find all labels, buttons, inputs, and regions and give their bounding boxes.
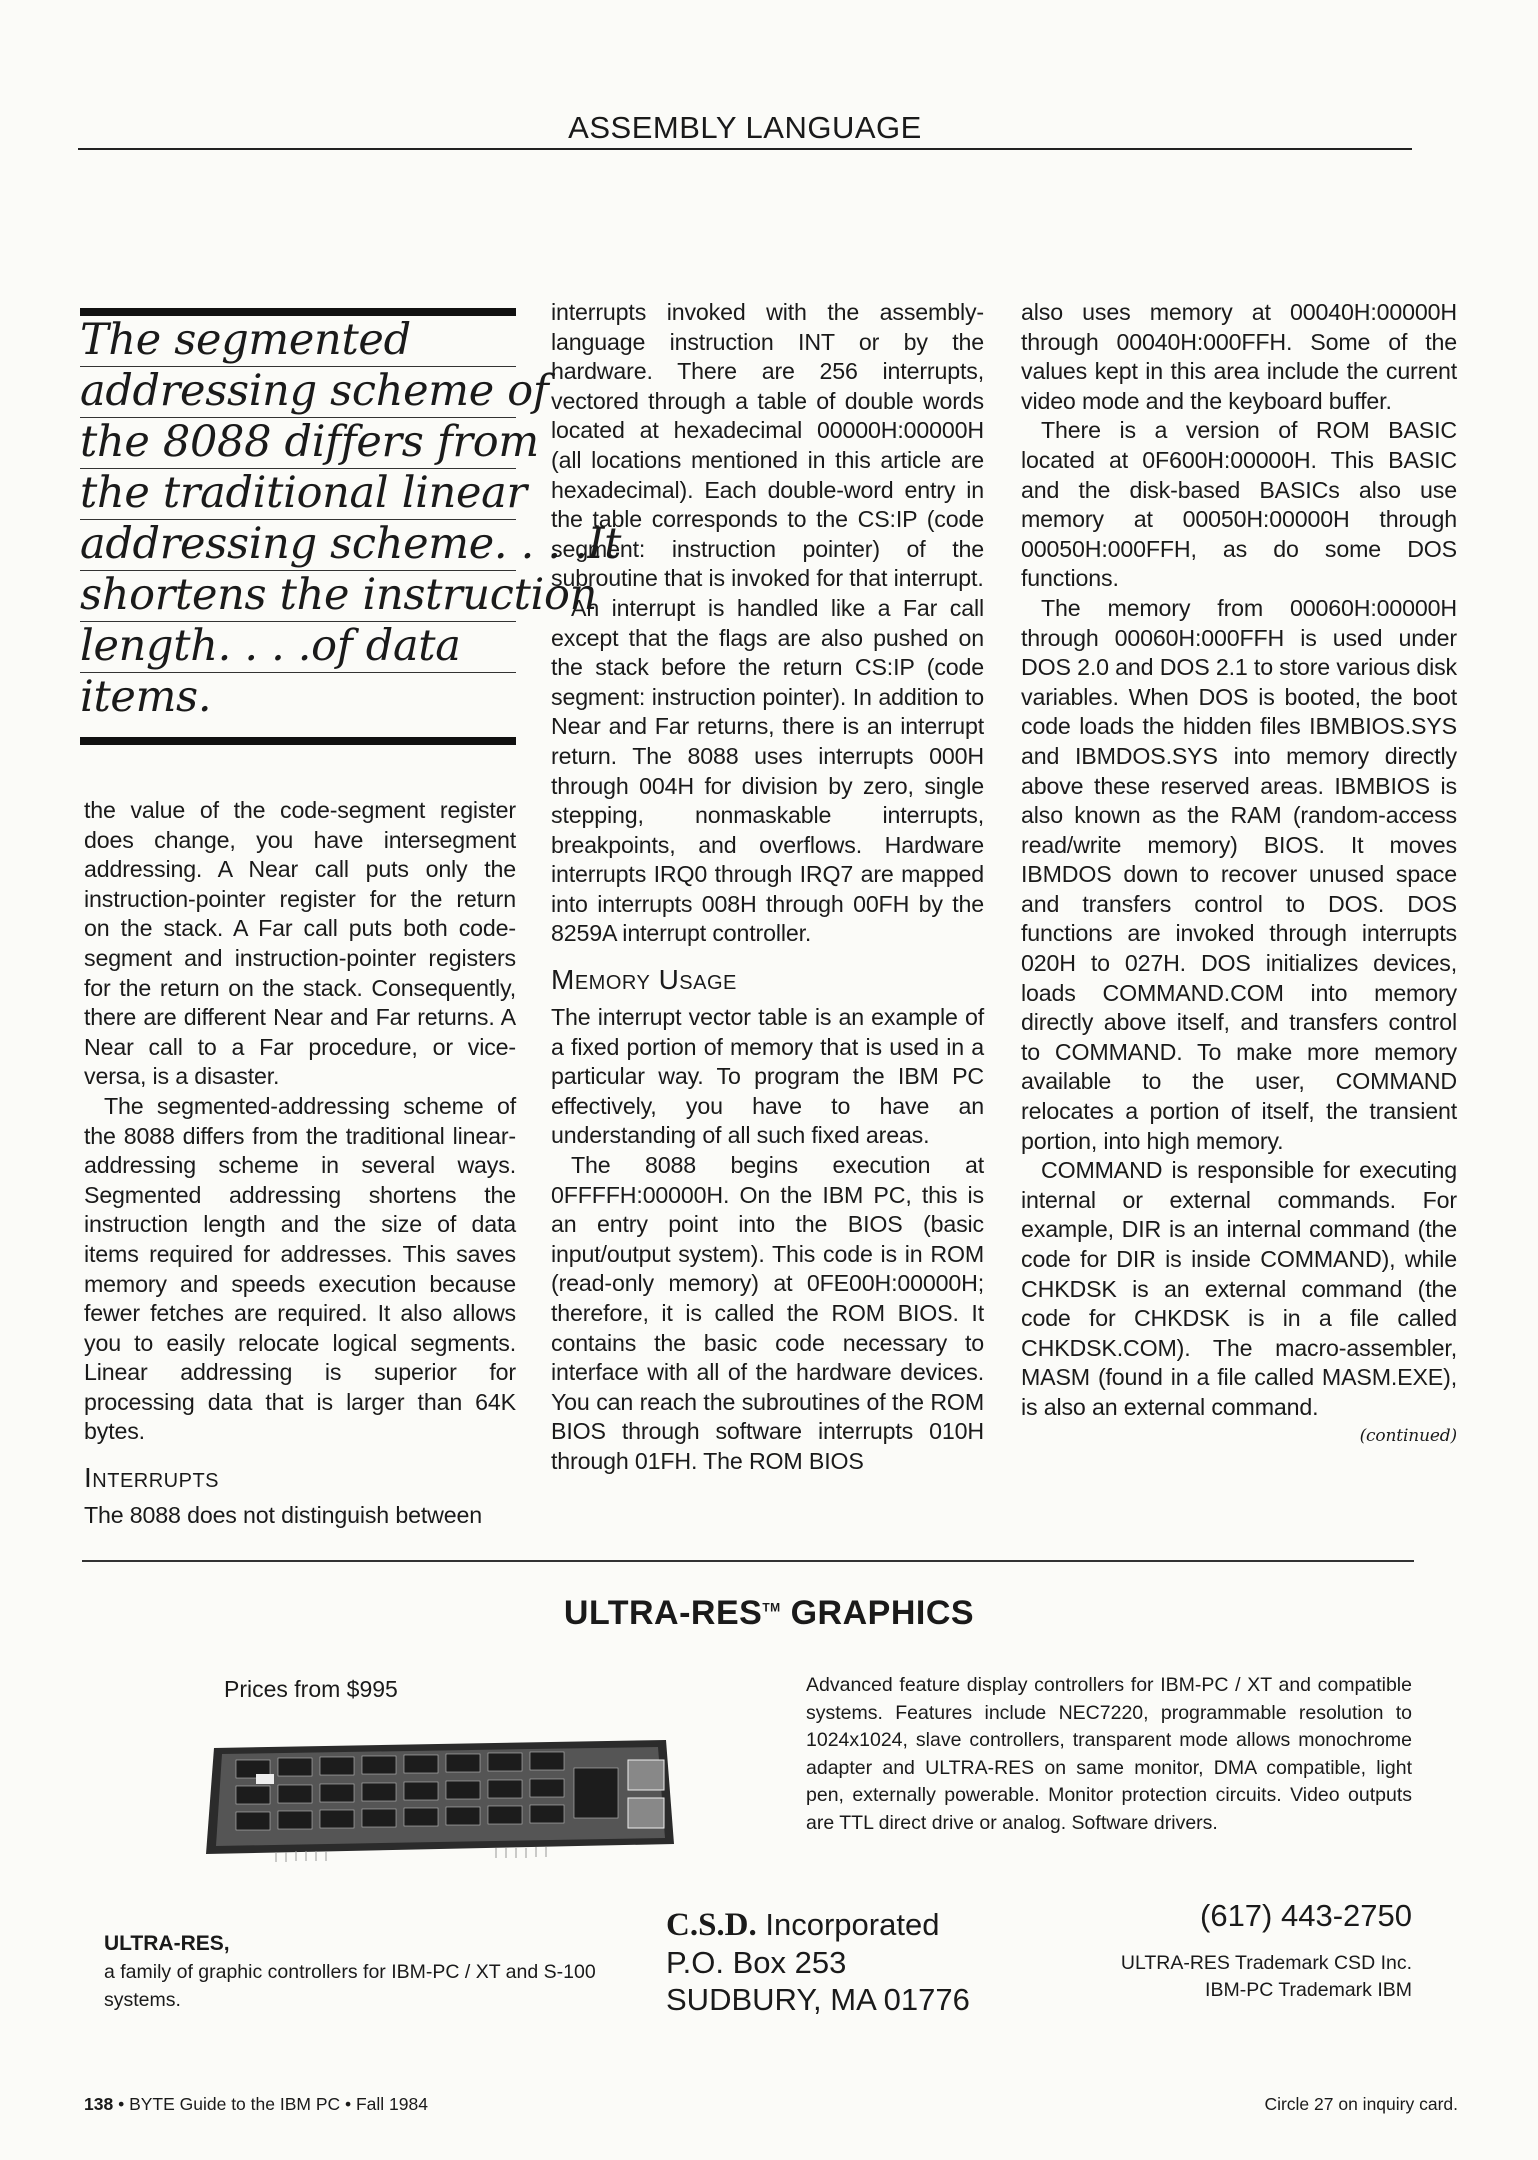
- ad-price: Prices from $995: [224, 1676, 398, 1702]
- ad-trademarks: [1040, 1950, 1412, 2004]
- footer-folio: [84, 2094, 428, 2115]
- pull-quote-line: the traditional linear: [80, 468, 527, 518]
- paragraph: The memory from 00060H:00000H through 00060H:000FFH is used under DOS 2.0 and DOS 2.1 to store various disk variables. When DOS is booted, the boot code loads the hidden files IBMBIOS.SYS and IBMDOS.SYS into memory directly above these reserved areas. IBMBIOS is also known as the RAM (random-access read/write memory) BIOS. It moves IBMDOS down to recover unused space and transfers control to DOS. DOS functions are invoked through interrupts 020H to 027H. DOS initializes devices, loads COMMAND.COM into memory directly above itself, and transfers control to COMMAND. To make more memory available to the user, COMMAND relocates a portion of itself, the transient portion, into high memory.: [1021, 594, 1457, 1154]
- ad-divider: [82, 1560, 1414, 1562]
- article-column-3: [1021, 298, 1457, 1447]
- pull-quote-line: items.: [80, 672, 212, 722]
- paragraph: There is a version of ROM BASIC located at 0F600H:00000H. This BASIC and the disk-based BASICs also use memory at 00050H:00000H through 00050H:000FFH, as do some DOS functions.: [1021, 417, 1457, 592]
- ad-brand-name: ULTRA-RES,: [104, 1932, 230, 1955]
- company-name: [666, 1906, 1066, 1944]
- article-column-1: [84, 796, 516, 1531]
- paragraph: An interrupt is handled like a Far call except that the flags are also pushed on the stack before the return CS:IP (code segment: instruction pointer). In addition to Near and Far returns, there is an interrupt return. The 8088 uses interrupts 000H through 004H for division by zero, single stepping, nonmaskable interrupts, breakpoints, and overflows. Hardware interrupts IRQ0 through IRQ7 are mapped into interrupts 008H through 00FH by the 8259A interrupt controller.: [551, 594, 984, 947]
- running-head: ASSEMBLY LANGUAGE: [568, 110, 922, 145]
- paragraph: The segmented-addressing scheme of the 8088 differs from the traditional linear-addressing scheme in several ways. Segmented addressing shortens the instruction length and the size of data items required for addresses. This saves memory and speeds execution because fewer fetches are required. It also allows you to easily relocate logical segments. Linear addressing is superior for processing data that is larger than 64K bytes.: [84, 1092, 516, 1445]
- pull-quote: [80, 308, 622, 745]
- pull-quote-line: addressing scheme. . . .It: [80, 519, 622, 569]
- ad-company-address: [666, 1906, 1066, 2018]
- trademark-mark: TM: [762, 1600, 781, 1615]
- ad-brand-description: a family of graphic controllers for IBM-PC / XT and S-100 systems.: [104, 1961, 596, 2011]
- inquiry-note: Circle 27 on inquiry card.: [1264, 2094, 1458, 2114]
- ad-title-brand: ULTRA-RES: [563, 1594, 763, 1632]
- continued-note: (continued): [1359, 1425, 1457, 1446]
- ad-title: [0, 1594, 1538, 1633]
- ad-phone: (617) 443-2750: [1200, 1898, 1412, 1933]
- graphics-board-image: [196, 1740, 696, 1866]
- pull-quote-line: The segmented: [80, 316, 516, 367]
- company-initials: C.S.D.: [666, 1907, 757, 1943]
- paragraph: The 8088 begins execution at 0FFFFH:00000H. On the IBM PC, this is an entry point into the BIOS (basic input/output system). This code is in ROM (read-only memory) at 0FE00H:00000H; therefore, it is called the ROM BIOS. It contains the basic code necessary to interface with all of the hardware devices. You can reach the subroutines of the ROM BIOS through software interrupts 010H through 01FH. The ROM BIOS: [551, 1152, 984, 1474]
- paragraph: COMMAND is responsible for executing internal or external commands. For example, DIR is an internal command (the code for DIR is inside COMMAND), while CHKDSK is an external command (the code for CHKDSK is in a file called CHKDSK.COM). The macro-assembler, MASM (found in a file called MASM.EXE), is also an external command.: [1021, 1157, 1457, 1420]
- article-column-2: [551, 298, 984, 1477]
- pull-quote-line: addressing scheme of: [80, 366, 549, 416]
- ad-title-rest: GRAPHICS: [780, 1594, 975, 1632]
- address-line-2: SUDBURY, MA 01776: [666, 1982, 970, 2017]
- paragraph: The interrupt vector table is an example of a fixed portion of memory that is used in a particular way. To program the IBM PC effectively, you have to have an understanding of all such fixed areas.: [551, 1004, 984, 1149]
- company-suffix: Incorporated: [756, 1907, 940, 1942]
- pull-quote-line: length. . . .of data: [80, 622, 516, 673]
- paragraph: the value of the code-segment register does change, you have intersegment addressing. A Near call puts only the instruction-pointer register for the return on the stack. A Far call puts both code-segment and instruction-pointer registers for the return on the stack. Consequently, there are different Near and Far returns. A Near call to a Far procedure, or vice-versa, is a disaster.: [84, 797, 516, 1090]
- trademark-line: ULTRA-RES Trademark CSD Inc.: [1120, 1952, 1412, 1974]
- paragraph: The 8088 does not distinguish between: [84, 1502, 482, 1529]
- paragraph: interrupts invoked with the assembly-language instruction INT or by the hardware. There are 256 interrupts, vectored through a table of double words located at hexadecimal 00000H:00000H (all locations mentioned in this article are hexadecimal). Each double-word entry in the table corresponds to the CS:IP (code segment: instruction pointer) of the subroutine that is invoked for that interrupt.: [551, 299, 984, 592]
- page-number: 138: [84, 2094, 114, 2114]
- header-rule: [78, 148, 1412, 150]
- pull-quote-line: shortens the instruction: [80, 570, 597, 620]
- publication-line: • BYTE Guide to the IBM PC • Fall 1984: [118, 2094, 428, 2114]
- pull-quote-bottom-bar: [80, 737, 516, 745]
- ad-description: Advanced feature display controllers for IBM-PC / XT and compatible systems. Features include NEC7220, programmable resolution to 1024x1024, slave controllers, transparent mode allows monochrome adapter and ULTRA-RES on same monitor, DMA compatible, light pen, externally powerable. Monitor protection circuits. Video outputs are TTL direct drive or analog. Software drivers.: [806, 1674, 1412, 1834]
- ad-brand-block: [104, 1930, 624, 2014]
- trademark-line: IBM-PC Trademark IBM: [1205, 1979, 1412, 2001]
- paragraph: also uses memory at 00040H:00000H through 00040H:000FFH. Some of the values kept in this area include the current video mode and the keyboard buffer.: [1021, 299, 1457, 414]
- section-heading-interrupts: Interrupts: [84, 1462, 220, 1494]
- address-line-1: P.O. Box 253: [666, 1945, 847, 1980]
- section-heading-memory-usage: Memory Usage: [551, 964, 737, 996]
- pull-quote-line: the 8088 differs from: [80, 417, 539, 467]
